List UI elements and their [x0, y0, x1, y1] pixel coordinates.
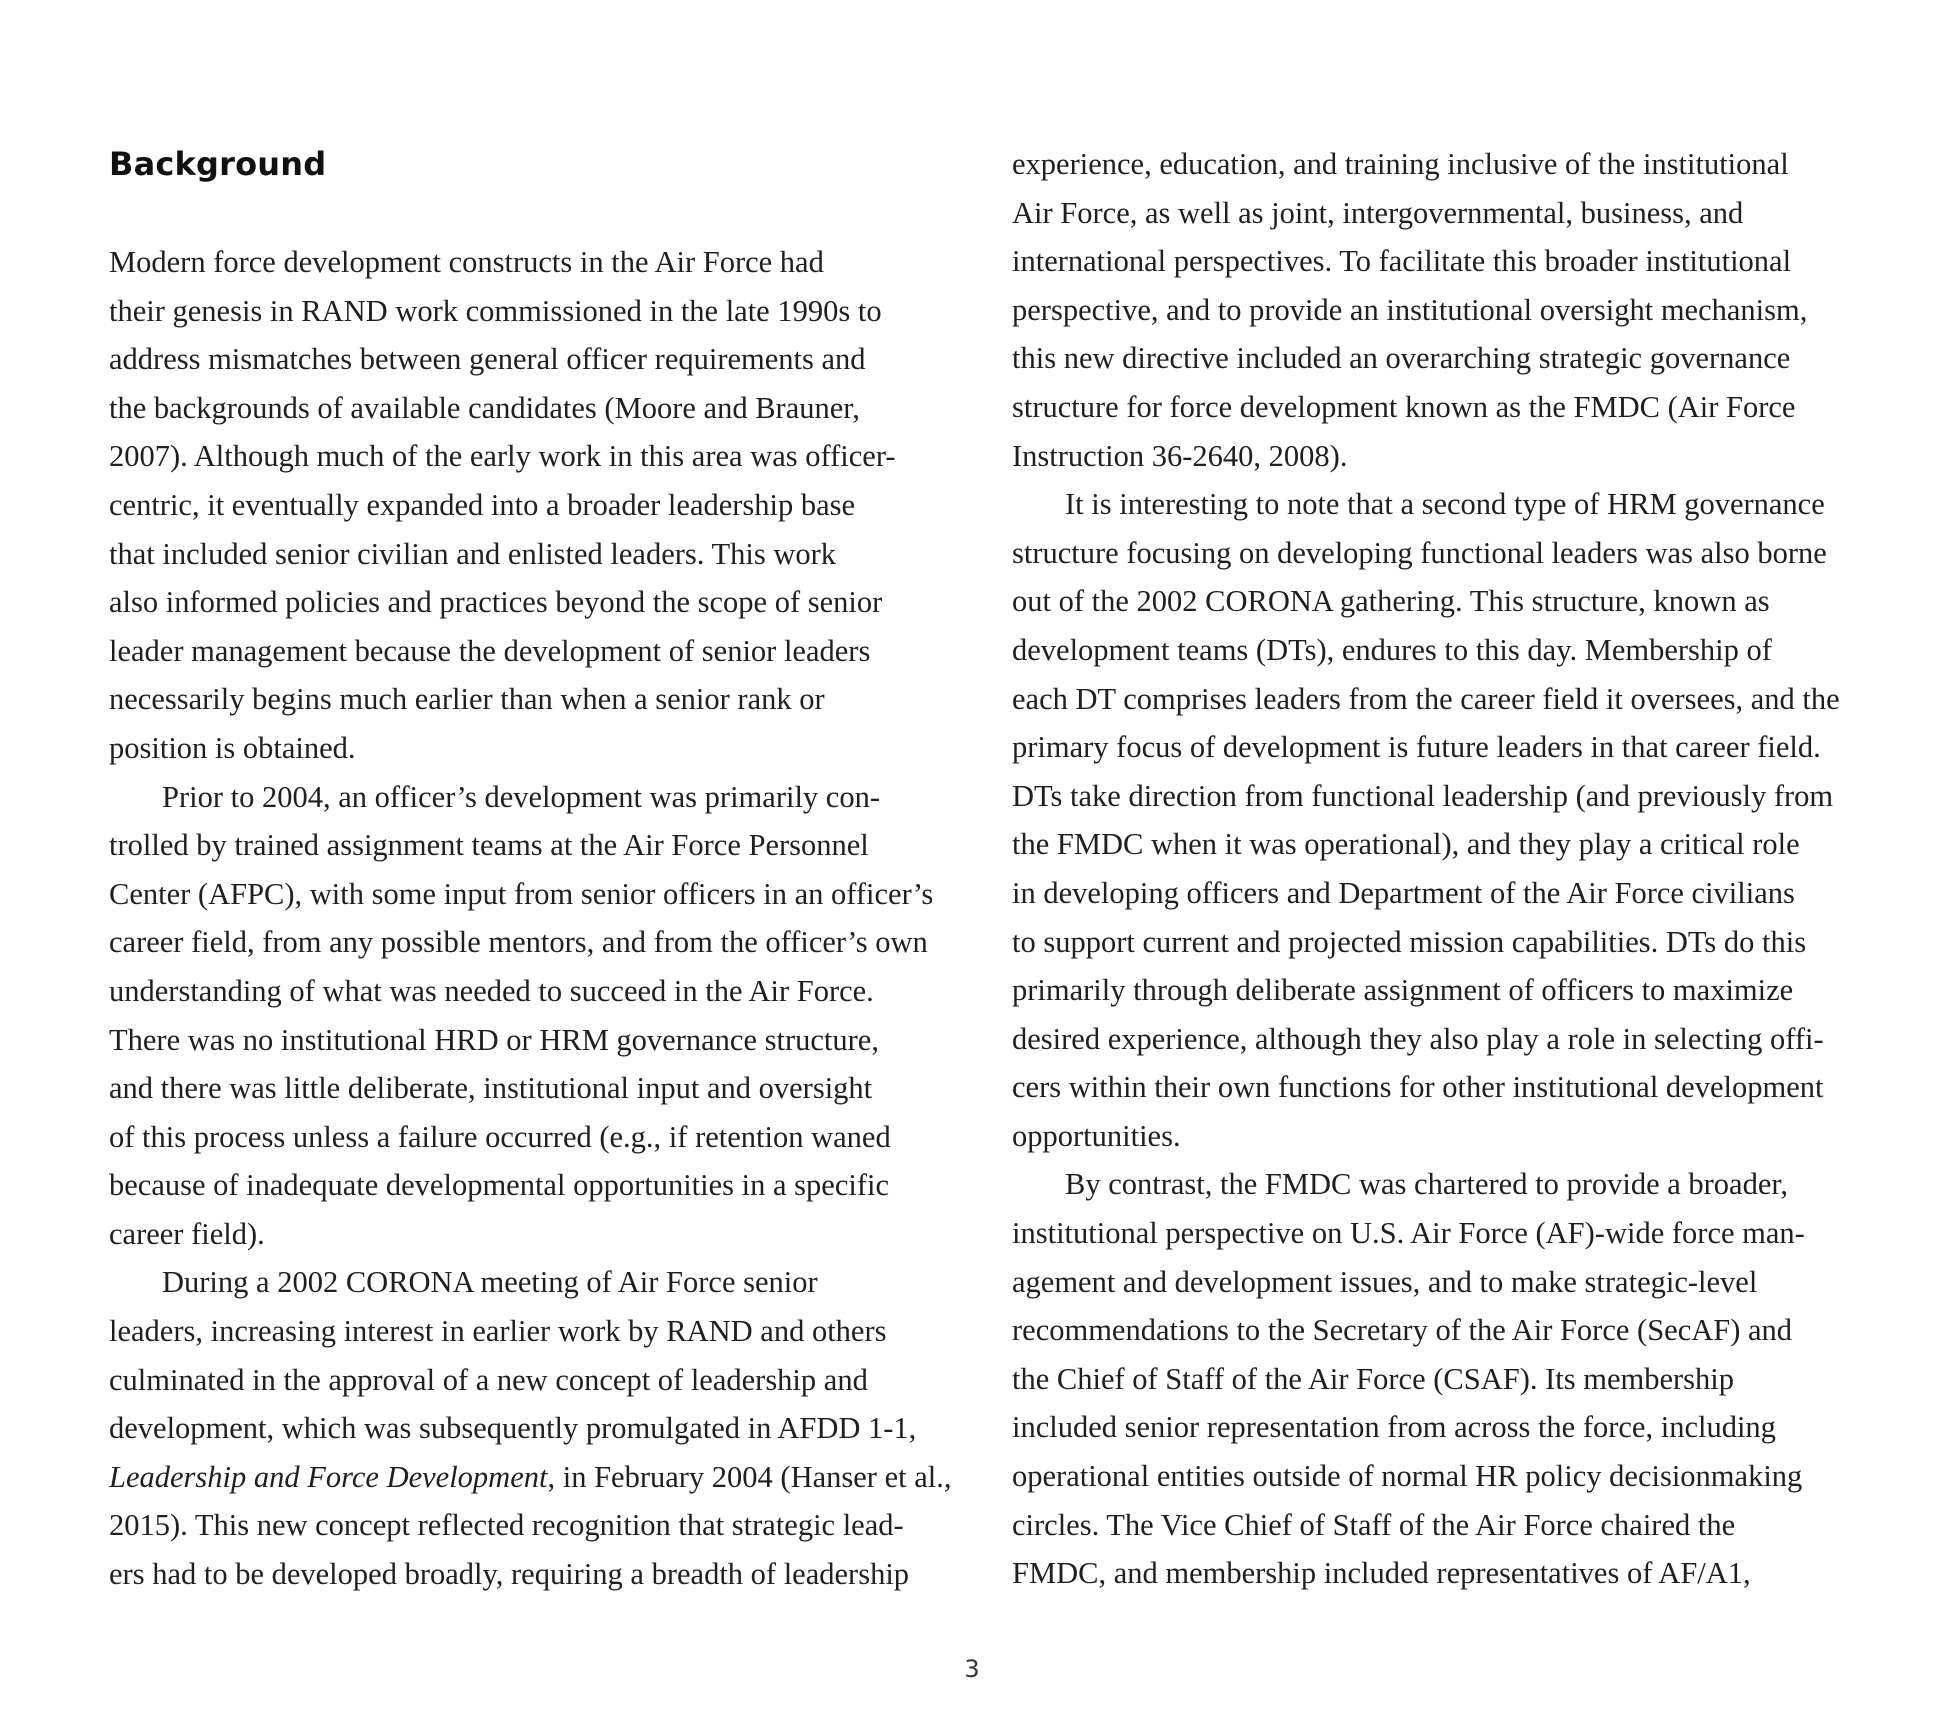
text-fragment: , in February 2004 (Hanser et al.,	[547, 1459, 952, 1494]
text-line: leaders, increasing interest in earlier work by RAND and others	[109, 1314, 887, 1349]
text-line: understanding of what was needed to succeed in the Air Force.	[109, 973, 874, 1008]
text-line: primary focus of development is future leaders in that career field.	[1012, 730, 1821, 765]
text-line: the FMDC when it was operational), and they play a critical role	[1012, 827, 1800, 862]
text-line: During a 2002 CORONA meeting of Air Force senior	[162, 1265, 818, 1300]
text-line: international perspectives. To facilitate this broader institutional	[1012, 244, 1792, 279]
text-line: development, which was subsequently promulgated in AFDD 1-1,	[109, 1411, 917, 1446]
text-line: perspective, and to provide an institutional oversight mechanism,	[1012, 292, 1808, 327]
text-line: centric, it eventually expanded into a broader leadership base	[109, 487, 856, 522]
paragraph-5	[1012, 1160, 1852, 1597]
text-line: the backgrounds of available candidates (Moore and Brauner,	[109, 390, 860, 425]
text-line: to support current and projected mission capabilities. DTs do this	[1012, 924, 1807, 959]
section-heading: Background	[109, 145, 327, 183]
text-line: address mismatches between general officer requirements and	[109, 342, 866, 377]
text-line: and there was little deliberate, institutional input and oversight	[109, 1071, 873, 1106]
paragraph-4	[1012, 480, 1852, 1160]
text-line: recommendations to the Secretary of the Air Force (SecAF) and	[1012, 1313, 1793, 1348]
text-line: Air Force, as well as joint, intergovernmental, business, and	[1012, 195, 1744, 230]
text-line: DTs take direction from functional leadership (and previously from	[1012, 778, 1834, 813]
text-line: circles. The Vice Chief of Staff of the Air Force chaired the	[1012, 1507, 1736, 1542]
text-line: the Chief of Staff of the Air Force (CSAF). Its membership	[1012, 1361, 1735, 1396]
text-line: leader management because the development of senior leaders	[109, 633, 871, 668]
text-line: out of the 2002 CORONA gathering. This structure, known as	[1012, 584, 1770, 619]
text-line: in developing officers and Department of the Air Force civilians	[1012, 875, 1795, 910]
text-line: By contrast, the FMDC was chartered to provide a broader,	[1065, 1167, 1788, 1202]
text-line: career field).	[109, 1216, 265, 1251]
text-line: this new directive included an overarching strategic governance	[1012, 341, 1791, 376]
right-column	[1012, 140, 1852, 1598]
text-line: necessarily begins much earlier than when a senior rank or	[109, 682, 825, 717]
left-column	[109, 140, 952, 1599]
text-line: culminated in the approval of a new concept of leadership and	[109, 1362, 868, 1397]
text-line: structure focusing on developing functional leaders was also borne	[1012, 535, 1827, 570]
text-line: trolled by trained assignment teams at the Air Force Personnel	[109, 828, 869, 863]
text-line: operational entities outside of normal HR policy decisionmaking	[1012, 1459, 1803, 1494]
text-line: because of inadequate developmental opportunities in a specific	[109, 1168, 889, 1203]
text-line: Instruction 36-2640, 2008).	[1012, 438, 1348, 473]
text-line: career field, from any possible mentors, and from the officer’s own	[109, 925, 928, 960]
text-line: each DT comprises leaders from the career field it oversees, and the	[1012, 681, 1840, 716]
text-line	[109, 1453, 952, 1502]
text-line: agement and development issues, and to make strategic-level	[1012, 1264, 1758, 1299]
page-number: 3	[964, 1655, 980, 1683]
text-line: primarily through deliberate assignment of officers to maximize	[1012, 973, 1794, 1008]
text-line: There was no institutional HRD or HRM governance structure,	[109, 1022, 879, 1057]
text-line: that included senior civilian and enlisted leaders. This work	[109, 536, 837, 571]
text-line: development teams (DTs), endures to this day. Membership of	[1012, 632, 1772, 667]
text-line: It is interesting to note that a second type of HRM governance	[1065, 487, 1825, 522]
text-line: structure for force development known as the FMDC (Air Force	[1012, 389, 1796, 424]
text-line: Modern force development constructs in the Air Force had	[109, 245, 824, 279]
text-line: Prior to 2004, an officer’s development was primarily con-	[162, 779, 880, 814]
text-line: experience, education, and training inclusive of the institutional	[1012, 147, 1789, 181]
text-line: of this process unless a failure occurred (e.g., if retention waned	[109, 1119, 891, 1154]
paragraph-3	[109, 1258, 952, 1598]
text-line: also informed policies and practices beyond the scope of senior	[109, 585, 883, 620]
paragraph-1	[109, 238, 944, 773]
paragraph-continued	[1012, 140, 1852, 480]
text-line: opportunities.	[1012, 1118, 1181, 1153]
text-line: FMDC, and membership included representatives of AF/A1,	[1012, 1556, 1751, 1591]
paragraph-2	[109, 773, 944, 1259]
text-line: institutional perspective on U.S. Air Force (AF)-wide force man-	[1012, 1216, 1805, 1251]
text-line: their genesis in RAND work commissioned in the late 1990s to	[109, 293, 882, 328]
text-line: cers within their own functions for other institutional development	[1012, 1070, 1824, 1105]
text-line: position is obtained.	[109, 730, 356, 765]
italic-title: Leadership and Force Development	[109, 1459, 548, 1494]
text-line: Center (AFPC), with some input from senior officers in an officer’s	[109, 876, 934, 911]
text-line: 2015). This new concept reflected recognition that strategic lead-	[109, 1508, 904, 1543]
text-line: included senior representation from across the force, including	[1012, 1410, 1776, 1445]
text-line: ers had to be developed broadly, requiring a breadth of leadership	[109, 1557, 910, 1592]
text-line: desired experience, although they also play a role in selecting offi-	[1012, 1021, 1824, 1056]
text-line: 2007). Although much of the early work in this area was officer-	[109, 439, 896, 474]
